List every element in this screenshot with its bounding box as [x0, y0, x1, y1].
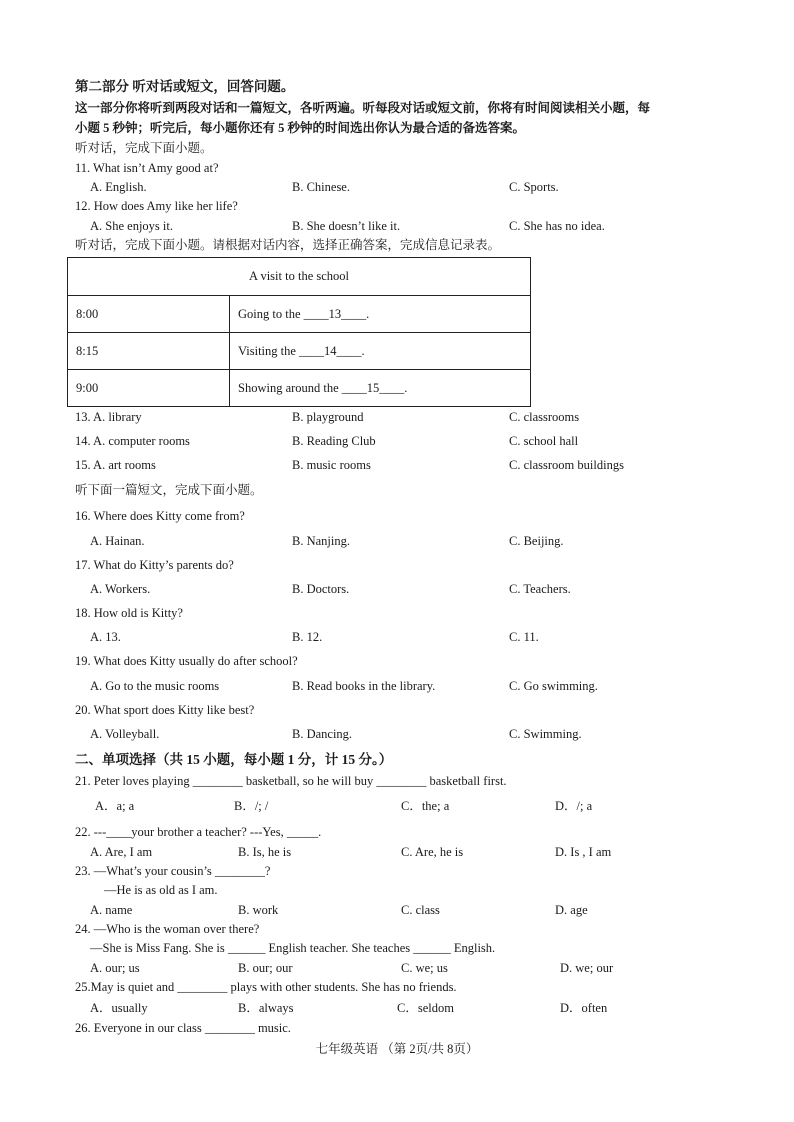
- question-16-stem: 16. Where does Kitty come from?: [75, 509, 245, 523]
- instruction-line-2: 小题 5 秒钟；听完后，每小题你还有 5 秒钟的时间选出你认为最合适的备选答案。: [75, 121, 526, 135]
- table-time: 8:15: [68, 333, 230, 370]
- table-time: 9:00: [68, 370, 230, 407]
- question-25-option-d: D．often: [560, 1001, 608, 1015]
- question-24-stem: 24. —Who is the woman over there?: [75, 922, 260, 936]
- table-row: [68, 370, 531, 407]
- question-18-option-b: B. 12.: [292, 630, 323, 644]
- question-23-stem-reply: —He is as old as I am.: [104, 883, 218, 897]
- question-13-option-b: B. playground: [292, 410, 364, 424]
- question-21-option-d: D．/; a: [555, 799, 593, 813]
- question-18-stem: 18. How old is Kitty?: [75, 606, 183, 620]
- question-21-option-a: A．a; a: [95, 799, 135, 813]
- question-24-option-a: A. our; us: [90, 961, 140, 975]
- question-16-option-a: A. Hainan.: [90, 534, 145, 548]
- question-20-option-b: B. Dancing.: [292, 727, 353, 741]
- question-11-option-b: B. Chinese.: [292, 180, 350, 194]
- table-activity: Showing around the ____15____.: [230, 370, 531, 407]
- question-17-stem: 17. What do Kitty’s parents do?: [75, 558, 234, 572]
- question-24-stem-reply: —She is Miss Fang. She is ______ English teacher. She teaches ______ English.: [90, 941, 496, 955]
- table-activity: Visiting the ____14____.: [230, 333, 531, 370]
- page-footer: 七年级英语 （第 2页/共 8页）: [315, 1042, 479, 1056]
- instruction-line-1: 这一部分你将听到两段对话和一篇短文，各听两遍。听每段对话或短文前，你将有时间阅读相关小题，每: [75, 101, 651, 115]
- question-15-option-a: 15. A. art rooms: [75, 458, 156, 472]
- question-12-option-b: B. She doesn’t like it.: [292, 219, 401, 233]
- question-17-option-c: C. Teachers.: [509, 582, 571, 596]
- question-19-option-c: C. Go swimming.: [509, 679, 598, 693]
- question-23-option-c: C. class: [401, 903, 440, 917]
- question-24-option-d: D. we; our: [560, 961, 614, 975]
- question-12-stem: 12. How does Amy like her life?: [75, 199, 238, 213]
- info-record-table: [67, 257, 531, 407]
- question-20-option-c: C. Swimming.: [509, 727, 582, 741]
- question-25-stem: 25.May is quiet and ________ plays with other students. She has no friends.: [75, 980, 457, 994]
- question-22-stem: 22. ---____your brother a teacher? ---Yes, _____.: [75, 825, 322, 839]
- question-22-option-c: C. Are, he is: [401, 845, 464, 859]
- question-23-option-a: A. name: [90, 903, 133, 917]
- table-activity: Going to the ____13____.: [230, 296, 531, 333]
- question-22-option-a: A. Are, I am: [90, 845, 153, 859]
- question-23-option-b: B. work: [238, 903, 279, 917]
- table-row: [68, 296, 531, 333]
- question-16-option-b: B. Nanjing.: [292, 534, 350, 548]
- question-11-stem: 11. What isn’t Amy good at?: [75, 161, 219, 175]
- question-25-option-b: B．always: [238, 1001, 294, 1015]
- question-18-option-c: C. 11.: [509, 630, 539, 644]
- section-title-single-choice: 二、单项选择（共 15 小题，每小题 1 分，计 15 分。）: [75, 752, 393, 767]
- question-13-option-a: 13. A. library: [75, 410, 142, 424]
- section-title-listening: 第二部分 听对话或短文，回答问题。: [75, 79, 295, 94]
- question-13-option-c: C. classrooms: [509, 410, 580, 424]
- question-15-option-b: B. music rooms: [292, 458, 371, 472]
- question-12-option-a: A. She enjoys it.: [90, 219, 173, 233]
- question-26-stem: 26. Everyone in our class ________ music.: [75, 1021, 291, 1035]
- question-21-option-b: B．/; /: [234, 799, 269, 813]
- question-18-option-a: A. 13.: [90, 630, 121, 644]
- question-22-option-d: D. Is , I am: [555, 845, 612, 859]
- question-19-option-a: A. Go to the music rooms: [90, 679, 220, 693]
- question-21-option-c: C．the; a: [401, 799, 450, 813]
- question-24-option-b: B. our; our: [238, 961, 293, 975]
- question-17-option-b: B. Doctors.: [292, 582, 350, 596]
- sub-instruction-1: 听对话，完成下面小题。: [75, 141, 213, 155]
- question-12-option-c: C. She has no idea.: [509, 219, 605, 233]
- question-19-stem: 19. What does Kitty usually do after school?: [75, 654, 298, 668]
- question-22-option-b: B. Is, he is: [238, 845, 292, 859]
- question-25-option-c: C．seldom: [397, 1001, 454, 1015]
- sub-instruction-2: 听对话，完成下面小题。请根据对话内容，选择正确答案，完成信息记录表。: [75, 238, 501, 252]
- question-23-option-d: D. age: [555, 903, 588, 917]
- question-24-option-c: C. we; us: [401, 961, 448, 975]
- question-25-option-a: A．usually: [90, 1001, 148, 1015]
- question-14-option-c: C. school hall: [509, 434, 579, 448]
- table-row: [68, 333, 531, 370]
- question-14-option-b: B. Reading Club: [292, 434, 376, 448]
- question-11-option-c: C. Sports.: [509, 180, 559, 194]
- question-20-option-a: A. Volleyball.: [90, 727, 160, 741]
- question-20-stem: 20. What sport does Kitty like best?: [75, 703, 255, 717]
- table-time: 8:00: [68, 296, 230, 333]
- table-title: A visit to the school: [68, 258, 531, 296]
- question-19-option-b: B. Read books in the library.: [292, 679, 436, 693]
- question-15-option-c: C. classroom buildings: [509, 458, 624, 472]
- question-17-option-a: A. Workers.: [90, 582, 151, 596]
- question-14-option-a: 14. A. computer rooms: [75, 434, 190, 448]
- question-11-option-a: A. English.: [90, 180, 147, 194]
- question-21-stem: 21. Peter loves playing ________ basketball, so he will buy ________ basketball first.: [75, 774, 507, 788]
- question-23-stem: 23. —What’s your cousin’s ________?: [75, 864, 271, 878]
- question-16-option-c: C. Beijing.: [509, 534, 564, 548]
- sub-instruction-3: 听下面一篇短文，完成下面小题。: [75, 483, 263, 497]
